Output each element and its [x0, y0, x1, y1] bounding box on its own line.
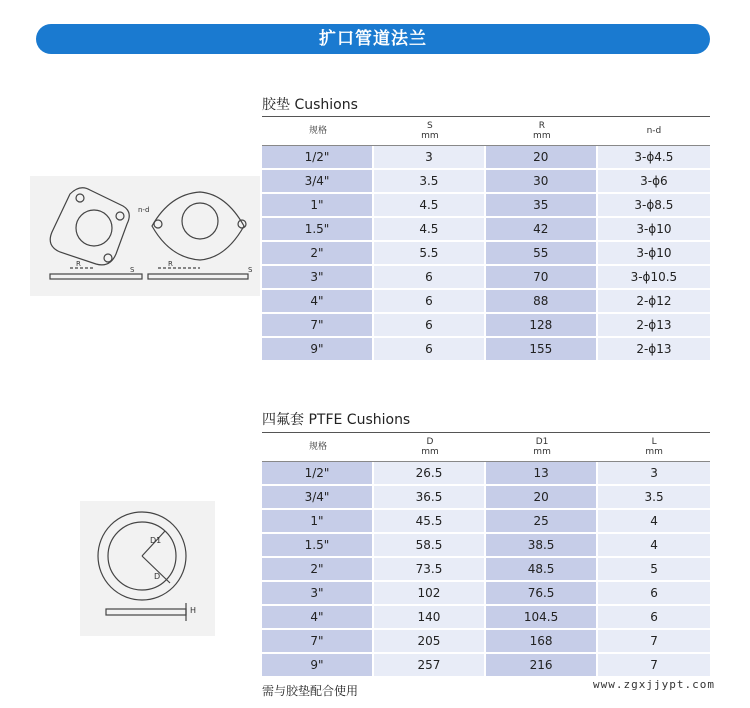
s-label-1: S — [130, 266, 135, 274]
cushions-title: 胶垫 Cushions — [262, 97, 358, 113]
table-cell: 1/2" — [262, 462, 374, 486]
table-cell: 2-ϕ13 — [598, 338, 710, 362]
table-cell: 6 — [374, 290, 486, 314]
table-cell: 3/4" — [262, 486, 374, 510]
table-cell: 70 — [486, 266, 598, 290]
table-row — [262, 218, 710, 242]
table-cell: 20 — [486, 146, 598, 170]
cushions-header-row — [262, 116, 710, 146]
cushion-drawing — [30, 176, 260, 296]
table-cell: 76.5 — [486, 582, 598, 606]
table-cell: 3/4" — [262, 170, 374, 194]
table-cell: 36.5 — [374, 486, 486, 510]
h-label: H — [190, 606, 197, 615]
table-cell: 3-ϕ6 — [598, 170, 710, 194]
table-cell: 128 — [486, 314, 598, 338]
table-row — [262, 654, 710, 678]
table-cell: 48.5 — [486, 558, 598, 582]
table-cell: 7 — [598, 654, 710, 678]
s-label-2: S — [248, 266, 253, 274]
table-cell: 2" — [262, 242, 374, 266]
table-cell: 3.5 — [598, 486, 710, 510]
table-cell: 3" — [262, 266, 374, 290]
table-row — [262, 630, 710, 654]
table-cell: 257 — [374, 654, 486, 678]
table-cell: 7" — [262, 314, 374, 338]
table-cell: 26.5 — [374, 462, 486, 486]
table-cell: 4 — [598, 534, 710, 558]
table-cell: 7 — [598, 630, 710, 654]
header-spec: 规格 — [262, 116, 374, 146]
table-row — [262, 242, 710, 266]
table-cell: 3 — [598, 462, 710, 486]
table-cell: 140 — [374, 606, 486, 630]
table-cell: 1/2" — [262, 146, 374, 170]
table-cell: 3-ϕ10 — [598, 242, 710, 266]
header-r: R mm — [486, 116, 598, 146]
d1-label: D1 — [150, 536, 162, 545]
header-s: S mm — [374, 116, 486, 146]
table-cell: 5.5 — [374, 242, 486, 266]
cushions-table — [262, 116, 710, 362]
table-cell: 155 — [486, 338, 598, 362]
table-cell: 13 — [486, 462, 598, 486]
table-row — [262, 146, 710, 170]
table-cell: 35 — [486, 194, 598, 218]
table-cell: 104.5 — [486, 606, 598, 630]
table-cell: 168 — [486, 630, 598, 654]
nd-label: n-d — [138, 206, 150, 214]
table-row — [262, 194, 710, 218]
usage-note: 需与胶垫配合使用 — [262, 684, 359, 698]
header-nd: n-d — [598, 116, 710, 146]
table-cell: 6 — [374, 338, 486, 362]
table-cell: 1.5" — [262, 534, 374, 558]
ptfe-table — [262, 432, 710, 678]
table-cell: 45.5 — [374, 510, 486, 534]
ptfe-header-row — [262, 432, 710, 462]
table-cell: 6 — [374, 266, 486, 290]
ptfe-drawing — [80, 501, 215, 636]
table-cell: 3" — [262, 582, 374, 606]
table-cell: 73.5 — [374, 558, 486, 582]
table-cell: 58.5 — [374, 534, 486, 558]
table-cell: 20 — [486, 486, 598, 510]
table-cell: 30 — [486, 170, 598, 194]
watermark: www.zgxjjypt.com — [593, 678, 715, 691]
table-cell: 3-ϕ4.5 — [598, 146, 710, 170]
table-cell: 88 — [486, 290, 598, 314]
table-row — [262, 486, 710, 510]
table-cell: 3 — [374, 146, 486, 170]
table-cell: 3-ϕ10.5 — [598, 266, 710, 290]
table-row — [262, 314, 710, 338]
header-d: D mm — [374, 432, 486, 462]
table-cell: 7" — [262, 630, 374, 654]
table-cell: 216 — [486, 654, 598, 678]
table-cell: 9" — [262, 654, 374, 678]
table-cell: 3.5 — [374, 170, 486, 194]
cushion-diagram — [30, 176, 260, 296]
table-cell: 42 — [486, 218, 598, 242]
table-cell: 4.5 — [374, 218, 486, 242]
table-row — [262, 170, 710, 194]
table-cell: 4" — [262, 290, 374, 314]
table-cell: 1" — [262, 194, 374, 218]
table-cell: 4 — [598, 510, 710, 534]
table-cell: 2" — [262, 558, 374, 582]
header-spec: 规格 — [262, 432, 374, 462]
table-cell: 1" — [262, 510, 374, 534]
d-label: D — [154, 572, 161, 581]
table-row — [262, 534, 710, 558]
header-l: L mm — [598, 432, 710, 462]
table-row — [262, 338, 710, 362]
table-row — [262, 558, 710, 582]
page-banner: 扩口管道法兰 — [36, 24, 710, 54]
table-cell: 3-ϕ8.5 — [598, 194, 710, 218]
table-cell: 102 — [374, 582, 486, 606]
table-cell: 4" — [262, 606, 374, 630]
table-cell: 4.5 — [374, 194, 486, 218]
table-cell: 25 — [486, 510, 598, 534]
r-label-1: R — [76, 260, 81, 268]
table-row — [262, 462, 710, 486]
ptfe-title: 四氟套 PTFE Cushions — [262, 412, 411, 428]
table-cell: 6 — [598, 606, 710, 630]
header-d1: D1 mm — [486, 432, 598, 462]
table-cell: 9" — [262, 338, 374, 362]
table-row — [262, 266, 710, 290]
table-row — [262, 510, 710, 534]
table-row — [262, 606, 710, 630]
table-cell: 2-ϕ13 — [598, 314, 710, 338]
table-cell: 205 — [374, 630, 486, 654]
table-cell: 6 — [598, 582, 710, 606]
table-cell: 3-ϕ10 — [598, 218, 710, 242]
table-row — [262, 290, 710, 314]
table-row — [262, 582, 710, 606]
table-cell: 38.5 — [486, 534, 598, 558]
table-cell: 55 — [486, 242, 598, 266]
table-cell: 2-ϕ12 — [598, 290, 710, 314]
ptfe-diagram — [80, 501, 215, 636]
table-cell: 1.5" — [262, 218, 374, 242]
r-label-2: R — [168, 260, 173, 268]
table-cell: 6 — [374, 314, 486, 338]
table-cell: 5 — [598, 558, 710, 582]
